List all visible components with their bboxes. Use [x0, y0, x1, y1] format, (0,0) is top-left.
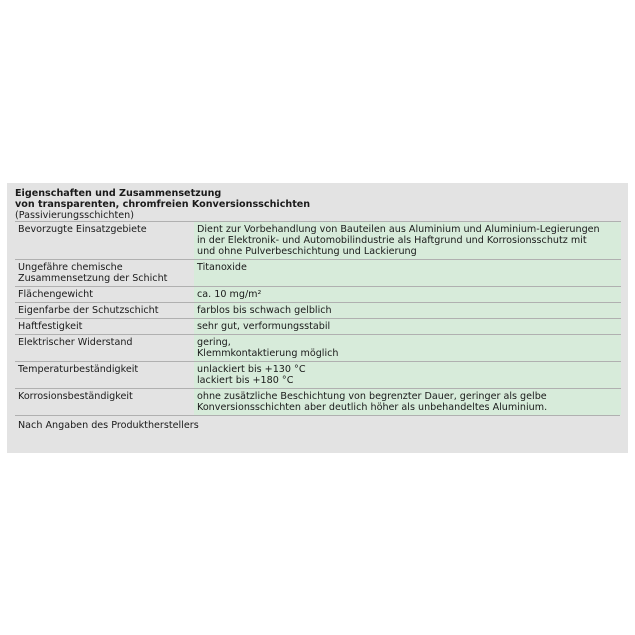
table-row	[15, 319, 621, 335]
row-value: sehr gut, verformungsstabil	[194, 319, 621, 335]
row-label: Eigenfarbe der Schutzschicht	[15, 303, 194, 319]
title-line-1: Eigenschaften und Zusammensetzung	[15, 188, 222, 199]
row-label: Elektrischer Widerstand	[15, 335, 194, 362]
table-row	[15, 303, 621, 319]
table-title	[15, 188, 620, 221]
table-row	[15, 362, 621, 389]
title-line-3: (Passivierungsschichten)	[15, 210, 134, 221]
row-value: Dient zur Vorbehandlung von Bauteilen aus Aluminium und Aluminium-Legierungen in der Elektronik- und Automobilindustrie als Haftgrund und Korrosionsschutz mit und ohne Pulverbeschichtung und Lackierung	[194, 222, 621, 260]
row-label: Korrosionsbeständigkeit	[15, 389, 194, 416]
table-row	[15, 222, 621, 260]
source-footnote: Nach Angaben des Produktherstellers	[15, 415, 620, 431]
title-line-2: von transparenten, chromfreien Konversionsschichten	[15, 199, 311, 210]
row-label: Ungefähre chemische Zusammensetzung der Schicht	[15, 260, 194, 287]
properties-table	[15, 221, 621, 415]
row-value: unlackiert bis +130 °C lackiert bis +180 °C	[194, 362, 621, 389]
row-value: farblos bis schwach gelblich	[194, 303, 621, 319]
row-label: Flächengewicht	[15, 287, 194, 303]
row-value: ca. 10 mg/m²	[194, 287, 621, 303]
row-label: Haftfestigkeit	[15, 319, 194, 335]
properties-panel	[7, 183, 628, 453]
table-row	[15, 260, 621, 287]
row-label: Bevorzugte Einsatzgebiete	[15, 222, 194, 260]
table-row	[15, 287, 621, 303]
row-value: Titanoxide	[194, 260, 621, 287]
row-value: gering, Klemmkontaktierung möglich	[194, 335, 621, 362]
row-value: ohne zusätzliche Beschichtung von begrenzter Dauer, geringer als gelbe Konversionsschichten aber deutlich höher als unbehandeltes Aluminium.	[194, 389, 621, 416]
table-row	[15, 335, 621, 362]
row-label: Temperaturbeständigkeit	[15, 362, 194, 389]
table-row	[15, 389, 621, 416]
